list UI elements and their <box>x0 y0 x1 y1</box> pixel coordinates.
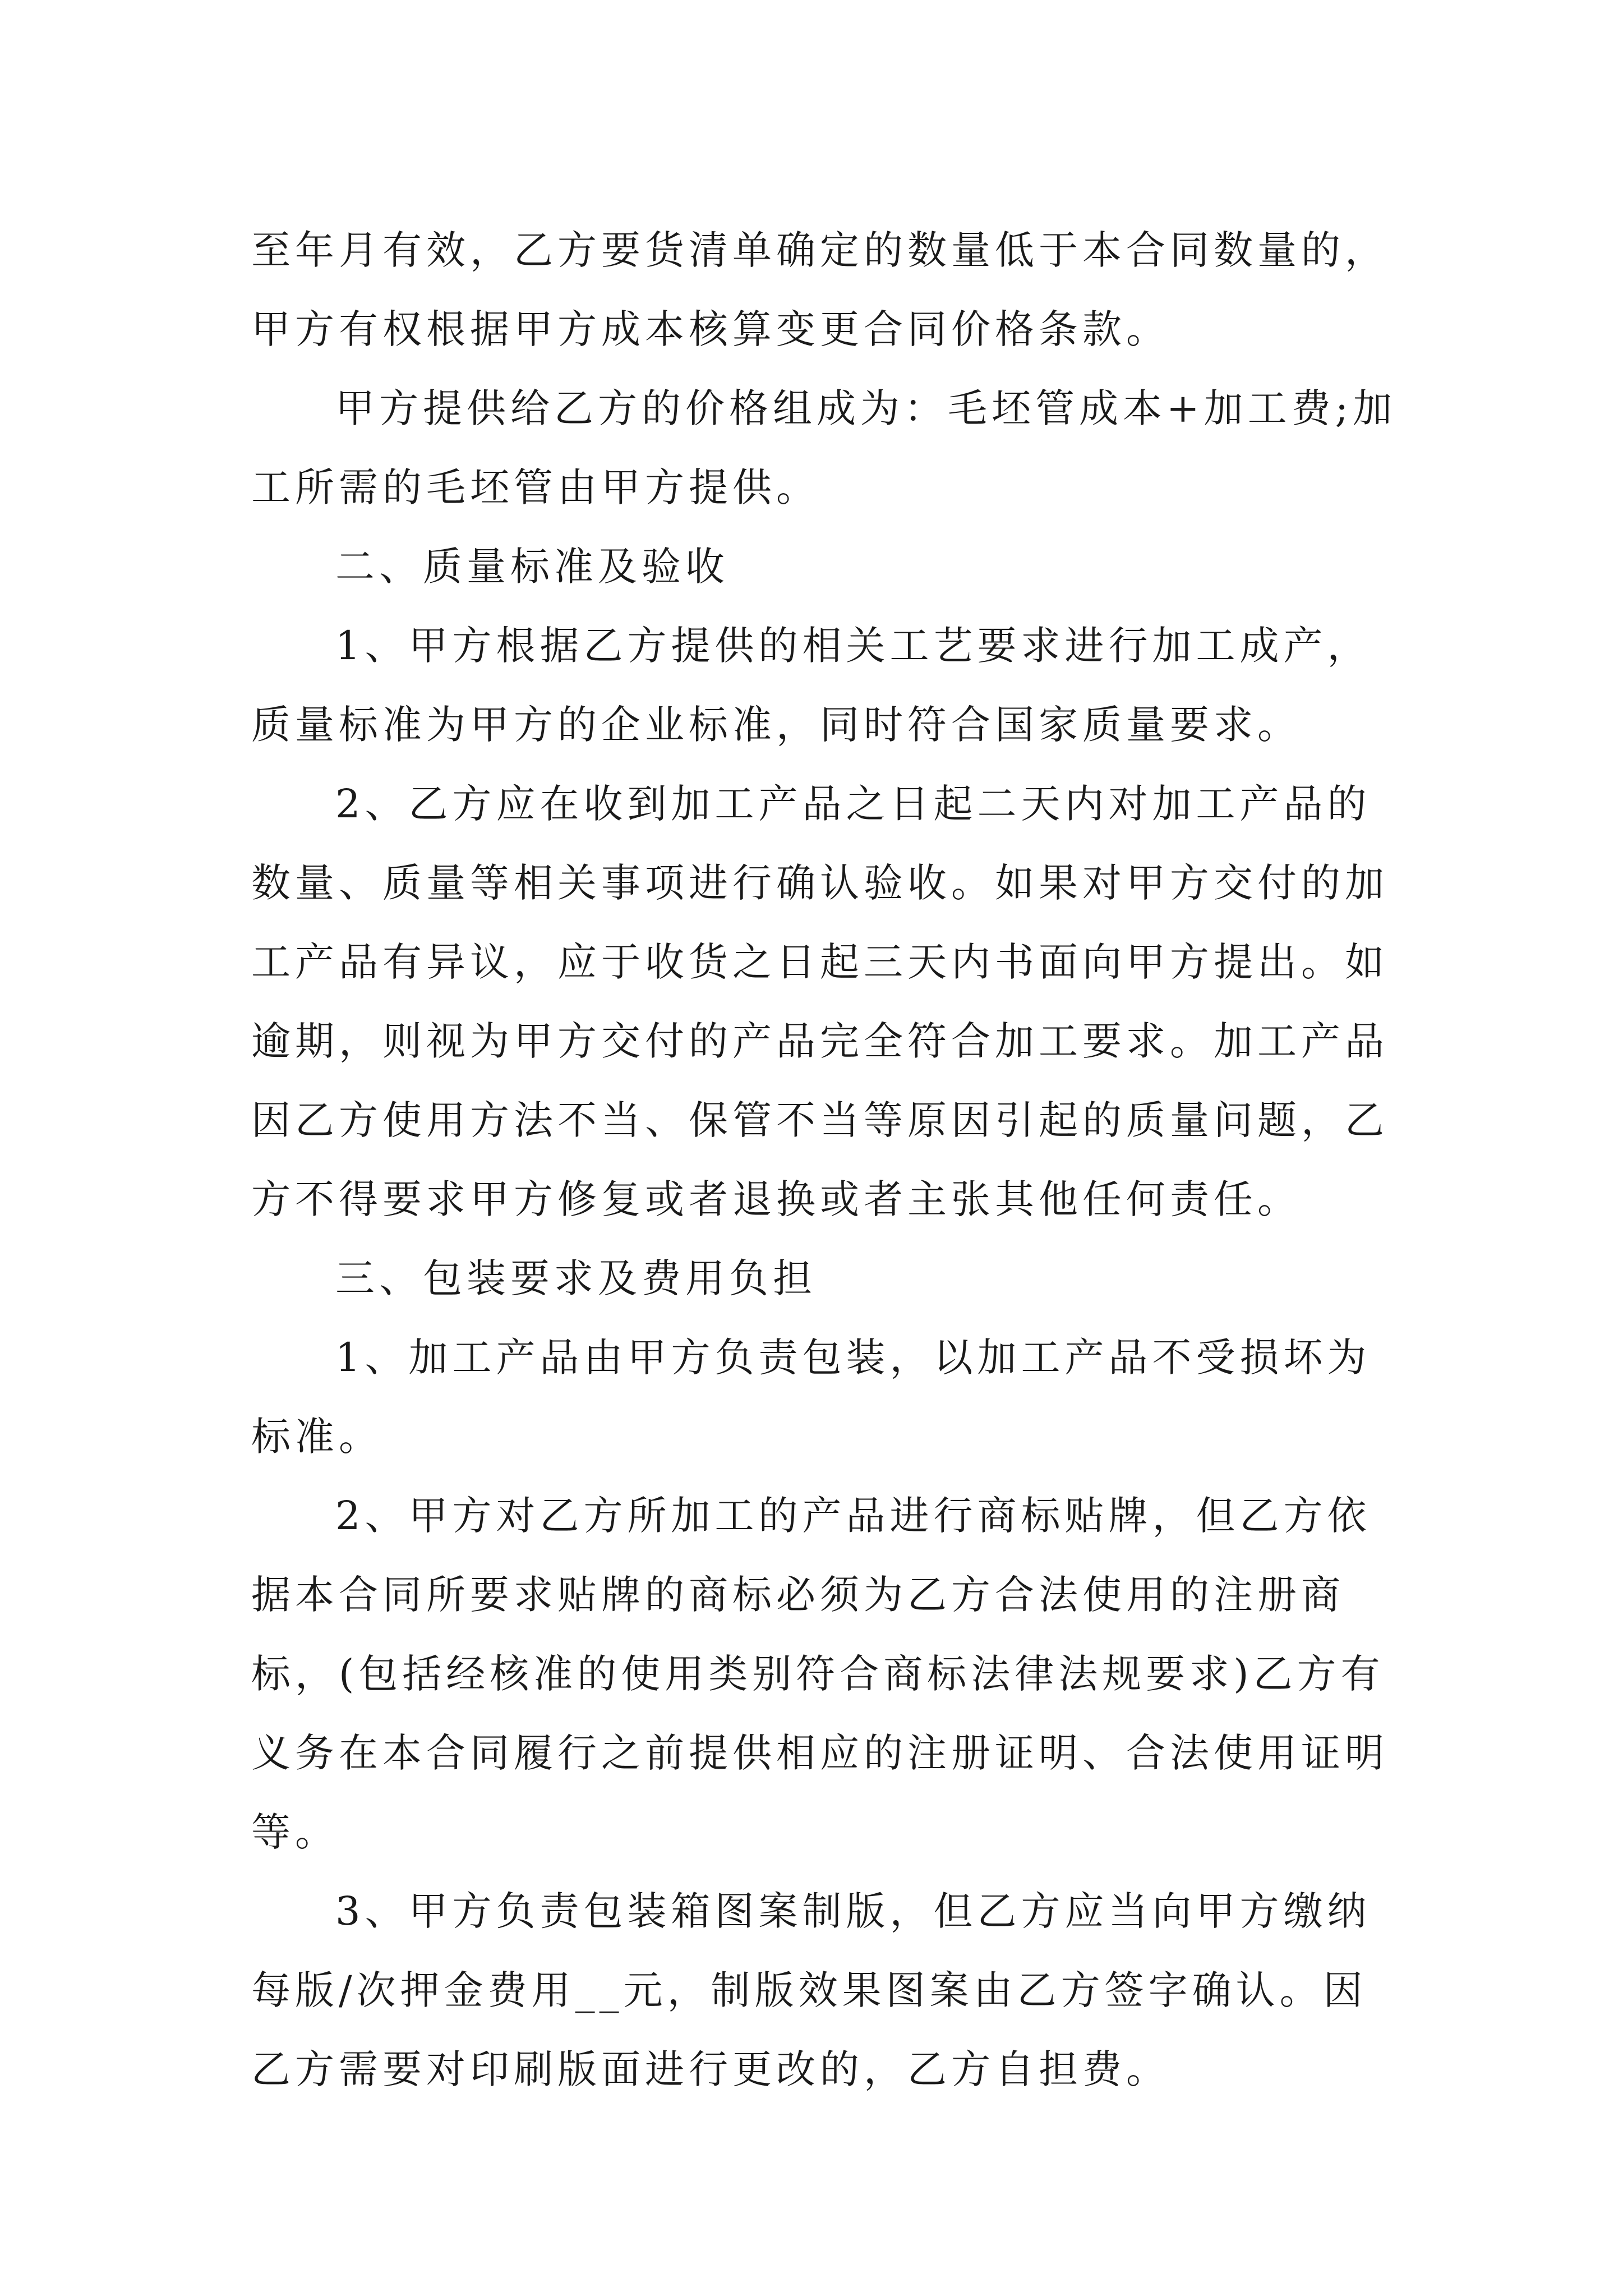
text-line: 1、加工产品由甲方负责包装，以加工产品不受损坏为 <box>335 1335 1371 1381</box>
text-line: 甲方有权根据甲方成本核算变更合同价格条款。 <box>251 306 1170 352</box>
text-line: 标准。 <box>251 1414 382 1460</box>
text-line: 每版/次押金费用__元，制版效果图案由乙方签字确认。因 <box>251 1967 1367 2013</box>
text-line: 至年月有效，乙方要货清单确定的数量低于本合同数量的， <box>251 227 1389 273</box>
text-line: 义务在本合同履行之前提供相应的注册证明、合法使用证明 <box>251 1730 1389 1776</box>
text-line: 标，(包括经核准的使用类别符合商标法律法规要求)乙方有 <box>251 1651 1385 1697</box>
text-line: 1、甲方根据乙方提供的相关工艺要求进行加工成产， <box>335 623 1371 669</box>
text-line: 3、甲方负责包装箱图案制版，但乙方应当向甲方缴纳 <box>335 1888 1371 1934</box>
text-line: 等。 <box>251 1809 339 1855</box>
section-heading: 二、质量标准及验收 <box>335 544 729 590</box>
text-line: 据本合同所要求贴牌的商标必须为乙方合法使用的注册商 <box>251 1572 1345 1618</box>
text-line: 数量、质量等相关事项进行确认验收。如果对甲方交付的加 <box>251 860 1389 906</box>
text-line: 2、甲方对乙方所加工的产品进行商标贴牌，但乙方依 <box>335 1493 1371 1539</box>
text-line: 甲方提供给乙方的价格组成为：毛坯管成本+加工费;加 <box>335 385 1397 431</box>
text-line: 质量标准为甲方的企业标准，同时符合国家质量要求。 <box>251 702 1301 748</box>
section-heading: 三、包装要求及费用负担 <box>335 1255 817 1301</box>
text-line: 乙方需要对印刷版面进行更改的，乙方自担费。 <box>251 2046 1170 2092</box>
text-line: 工产品有异议，应于收货之日起三天内书面向甲方提出。如 <box>251 939 1389 985</box>
text-line: 2、乙方应在收到加工产品之日起二天内对加工产品的 <box>335 781 1371 827</box>
document-body <box>251 211 1397 2109</box>
text-line: 因乙方使用方法不当、保管不当等原因引起的质量问题，乙 <box>251 1097 1389 1143</box>
text-line: 逾期，则视为甲方交付的产品完全符合加工要求。加工产品 <box>251 1018 1389 1064</box>
text-line: 方不得要求甲方修复或者退换或者主张其他任何责任。 <box>251 1176 1301 1222</box>
text-line: 工所需的毛坯管由甲方提供。 <box>251 464 820 510</box>
